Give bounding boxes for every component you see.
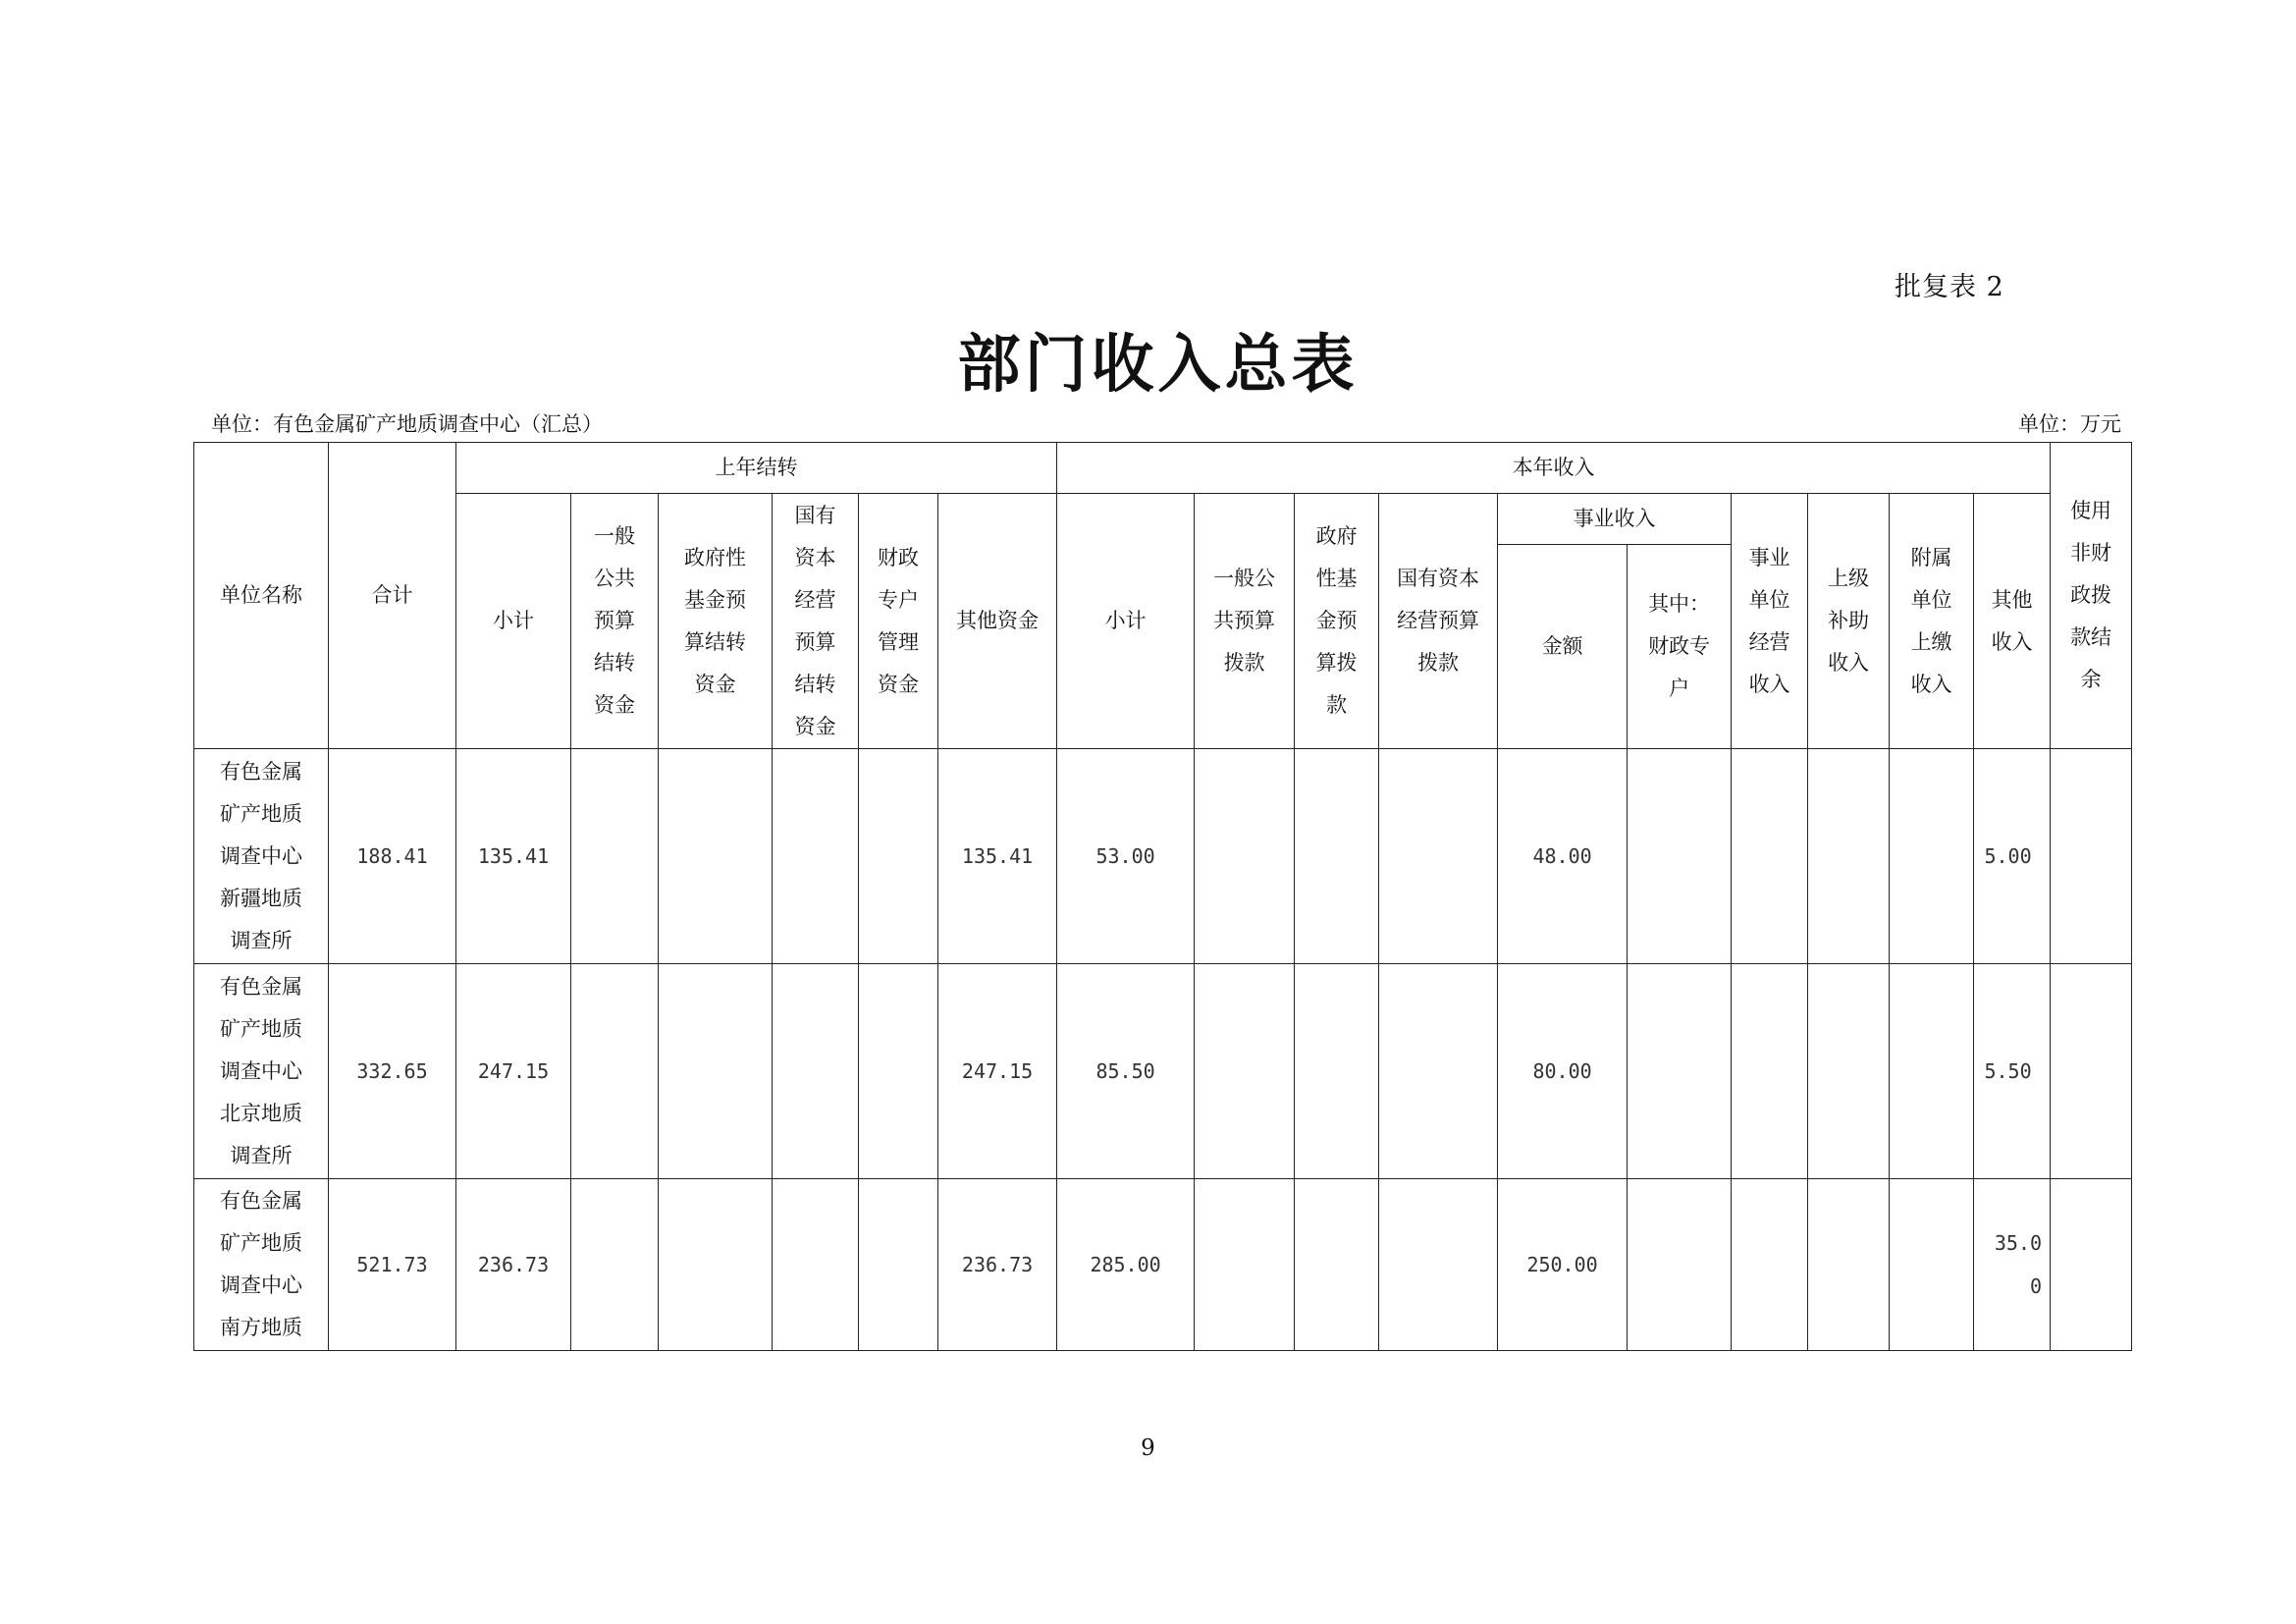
cell-total: 521.73 [329,1179,456,1351]
cell-prior-state-capital [773,964,859,1179]
reporting-unit: 单位：有色金属矿产地质调查中心（汇总） [211,412,603,436]
page-title: 部门收入总表 [957,329,1359,402]
header-business-income: 事业收入 [1498,494,1732,545]
cell-current-state-capital [1379,1179,1498,1351]
cell-other-income: 5.00 [1974,749,2051,964]
cell-business-amount: 250.00 [1498,1179,1628,1351]
table-row [194,1179,2132,1351]
header-unit-name: 单位名称 [194,443,329,749]
cell-prior-gov-fund [659,749,773,964]
cell-affiliated-remittance [1890,749,1974,964]
header-business-special-account: 其中：财政专户 [1628,545,1732,749]
cell-prior-gov-fund [659,964,773,1179]
income-summary-table [193,442,2132,1351]
cell-other-income: 5.50 [1974,964,2051,1179]
header-non-fiscal-balance: 使用非财政拨款结余 [2051,443,2132,749]
cell-current-gov-fund [1295,1179,1379,1351]
header-operating-income: 事业单位经营收入 [1732,494,1808,749]
cell-non-fiscal-balance [2051,964,2132,1179]
cell-prior-other: 135.41 [938,749,1057,964]
cell-current-subtotal: 85.50 [1057,964,1195,1179]
cell-business-special [1628,1179,1732,1351]
header-current-subtotal: 小计 [1057,494,1195,749]
header-current-gov-fund: 政府性基金预算拨款 [1295,494,1379,749]
cell-current-gov-fund [1295,749,1379,964]
cell-current-state-capital [1379,749,1498,964]
cell-prior-subtotal: 236.73 [456,1179,571,1351]
header-prior-gov-fund: 政府性基金预算结转资金 [659,494,773,749]
header-prior-special: 财政专户管理资金 [859,494,938,749]
cell-prior-other: 236.73 [938,1179,1057,1351]
cell-prior-other: 247.15 [938,964,1057,1179]
cell-business-amount: 80.00 [1498,964,1628,1179]
cell-total: 188.41 [329,749,456,964]
cell-operating-income [1732,1179,1808,1351]
cell-current-gov-fund [1295,964,1379,1179]
cell-non-fiscal-balance [2051,749,2132,964]
cell-affiliated-remittance [1890,1179,1974,1351]
cell-prior-gov-fund [659,1179,773,1351]
cell-unit-name: 有色金属矿产地质调查中心南方地质 [194,1179,329,1351]
cell-superior-subsidy [1808,749,1890,964]
cell-other-income: 35.00 [1974,1179,2051,1351]
table-row [194,964,2132,1179]
table-row [194,749,2132,964]
cell-current-general [1195,964,1295,1179]
cell-total: 332.65 [329,964,456,1179]
cell-prior-special [859,749,938,964]
cell-operating-income [1732,749,1808,964]
cell-prior-general [571,1179,659,1351]
header-prior-general: 一般公共预算结转资金 [571,494,659,749]
cell-business-special [1628,749,1732,964]
currency-unit: 单位：万元 [2018,412,2121,436]
header-prior-subtotal: 小计 [456,494,571,749]
header-prior-state-capital: 国有资本经营预算结转资金 [773,494,859,749]
cell-current-subtotal: 285.00 [1057,1179,1195,1351]
cell-prior-general [571,964,659,1179]
cell-superior-subsidy [1808,1179,1890,1351]
cell-prior-subtotal: 135.41 [456,749,571,964]
header-current-state-capital: 国有资本经营预算拨款 [1379,494,1498,749]
cell-prior-subtotal: 247.15 [456,964,571,1179]
cell-current-subtotal: 53.00 [1057,749,1195,964]
page-number: 9 [1141,1435,1155,1461]
header-other-income: 其他收入 [1974,494,2051,749]
cell-affiliated-remittance [1890,964,1974,1179]
cell-superior-subsidy [1808,964,1890,1179]
cell-prior-state-capital [773,1179,859,1351]
cell-business-amount: 48.00 [1498,749,1628,964]
cell-prior-general [571,749,659,964]
approval-number: 批复表 2 [1895,272,2004,302]
cell-operating-income [1732,964,1808,1179]
header-current-general: 一般公共预算拨款 [1195,494,1295,749]
header-business-amount: 金额 [1498,545,1628,749]
cell-current-general [1195,1179,1295,1351]
cell-non-fiscal-balance [2051,1179,2132,1351]
cell-prior-special [859,1179,938,1351]
header-affiliated-remittance: 附属单位上缴收入 [1890,494,1974,749]
cell-unit-name: 有色金属矿产地质调查中心北京地质调查所 [194,964,329,1179]
header-prior-other: 其他资金 [938,494,1057,749]
cell-prior-state-capital [773,749,859,964]
cell-unit-name: 有色金属矿产地质调查中心新疆地质调查所 [194,749,329,964]
cell-business-special [1628,964,1732,1179]
cell-current-general [1195,749,1295,964]
header-total: 合计 [329,443,456,749]
cell-prior-special [859,964,938,1179]
header-superior-subsidy: 上级补助收入 [1808,494,1890,749]
header-prior-year-carryover: 上年结转 [456,443,1057,494]
header-current-year-income: 本年收入 [1057,443,2051,494]
cell-current-state-capital [1379,964,1498,1179]
